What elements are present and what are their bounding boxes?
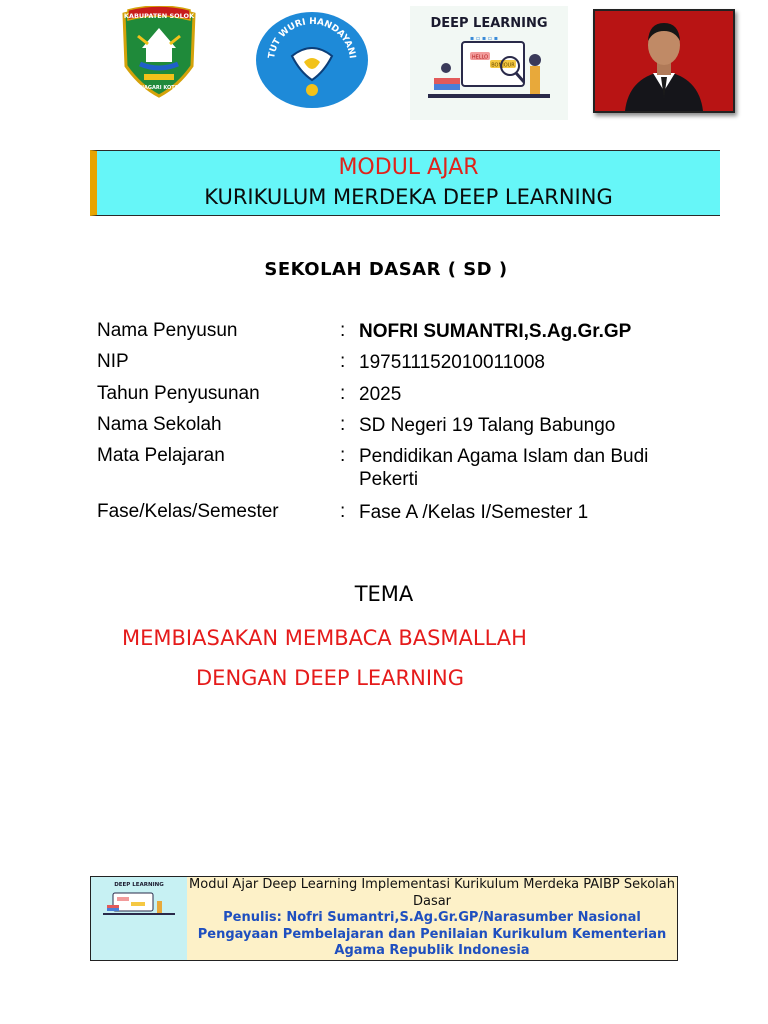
- info-label: Nama Sekolah: [97, 414, 222, 435]
- school-name-value: SD Negeri 19 Talang Babungo: [359, 415, 616, 436]
- info-label: Fase/Kelas/Semester: [97, 501, 279, 522]
- author-name: NOFRI SUMANTRI,S.Ag.Gr.GP: [359, 321, 632, 342]
- tema-line-1: MEMBIASAKAN MEMBACA BASMALLAH: [122, 626, 527, 650]
- curriculum-title: KURIKULUM MERDEKA DEEP LEARNING: [204, 185, 613, 209]
- tut-wuri-handayani-logo: [254, 10, 370, 110]
- svg-text:BONJOUR: BONJOUR: [491, 62, 515, 69]
- year-value: 2025: [359, 384, 402, 405]
- info-colon: :: [340, 383, 346, 404]
- info-label: Tahun Penyusunan: [97, 383, 260, 404]
- svg-text:▪ ▫ ▪ ▫ ▪: ▪ ▫ ▪ ▫ ▪: [470, 35, 498, 42]
- info-label: NIP: [97, 351, 129, 372]
- svg-text:KABUPATEN SOLOK: KABUPATEN SOLOK: [123, 12, 195, 20]
- footer-text: [187, 877, 677, 960]
- title-banner: [90, 150, 720, 216]
- phase-value: Fase A /Kelas I/Semester 1: [359, 502, 589, 523]
- svg-text:DEEP LEARNING: DEEP LEARNING: [430, 16, 548, 31]
- info-label: Nama Penyusun: [97, 320, 238, 341]
- nip-value: 197511152010011008: [359, 352, 545, 373]
- tema-heading: TEMA: [354, 582, 414, 606]
- info-label: Mata Pelajaran: [97, 445, 225, 466]
- info-colon: :: [340, 320, 346, 341]
- info-colon: :: [340, 414, 346, 435]
- info-colon: :: [340, 445, 346, 466]
- svg-text:TUT WURI HANDAYANI: TUT WURI HANDAYANI: [267, 16, 357, 60]
- info-colon: :: [340, 501, 346, 522]
- footer-box: [90, 876, 678, 961]
- deep-learning-illustration: [410, 6, 568, 120]
- kabupaten-solok-logo: [118, 6, 200, 98]
- tema-line-2: DENGAN DEEP LEARNING: [196, 666, 465, 690]
- author-photo: [593, 9, 735, 113]
- subject-value: Pendidikan Agama Islam dan Budi Pekerti: [359, 446, 649, 490]
- footer-deep-learning-logo: [91, 877, 187, 960]
- footer-module-description: Modul Ajar Deep Learning Implementasi Kurikulum Merdeka PAIBP Sekolah Dasar: [189, 877, 675, 909]
- school-level-heading: SEKOLAH DASAR ( SD ): [264, 259, 508, 280]
- svg-text:DEEP LEARNING: DEEP LEARNING: [114, 882, 164, 888]
- info-colon: :: [340, 351, 346, 372]
- footer-author-credit: Penulis: Nofri Sumantri,S.Ag.Gr.GP/Narasumber Nasional Pengayaan Pembelajaran dan Penilaian Kurikulum Kementerian Agama Republik Indonesia: [197, 910, 667, 958]
- svg-text:NAGARI KOTA: NAGARI KOTA: [139, 85, 179, 91]
- module-title: MODUL AJAR: [338, 155, 479, 180]
- svg-text:HELLO: HELLO: [471, 54, 489, 61]
